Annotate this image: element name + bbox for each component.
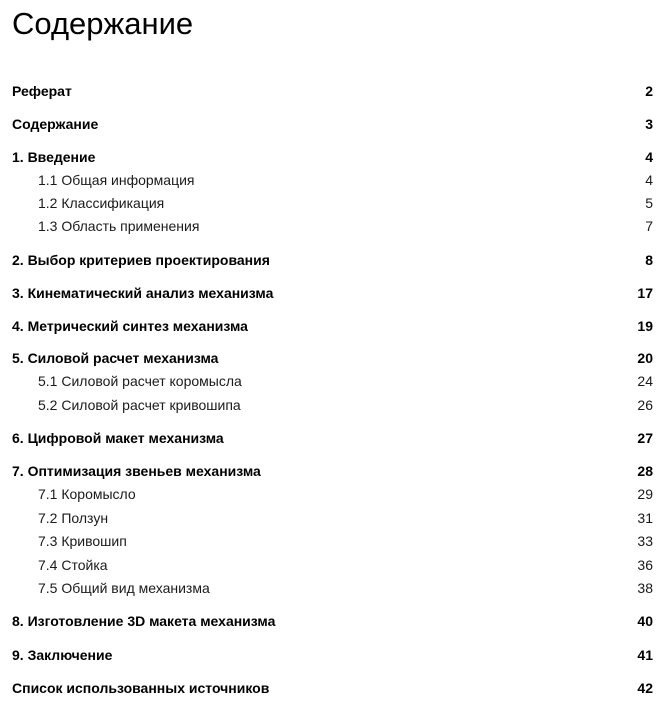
- toc-entry[interactable]: [0, 81, 666, 101]
- toc-subentry[interactable]: [0, 193, 666, 213]
- toc-entry-page: 24: [637, 373, 653, 389]
- toc-entry-page: 17: [637, 285, 653, 301]
- toc-entry-label: 7.3 Кривошип: [38, 533, 127, 549]
- toc-subentry[interactable]: [0, 395, 666, 415]
- toc-subentry[interactable]: [0, 216, 666, 236]
- toc-entry-label: 2. Выбор критериев проектирования: [12, 252, 270, 268]
- toc-entry-label: 3. Кинематический анализ механизма: [12, 285, 274, 301]
- toc-subentry[interactable]: [0, 555, 666, 575]
- toc-entry-label: 5.1 Силовой расчет коромысла: [38, 373, 242, 389]
- toc-entry-page: 36: [637, 557, 653, 573]
- toc-entry-page: 29: [637, 486, 653, 502]
- toc-entry-page: 33: [637, 533, 653, 549]
- toc-entry-page: 41: [637, 647, 653, 663]
- toc-entry-label: 4. Метрический синтез механизма: [12, 318, 248, 334]
- toc-entry-label: 8. Изготовление 3D макета механизма: [12, 613, 276, 629]
- page-title: Содержание: [12, 6, 194, 41]
- toc-entry-page: 38: [637, 580, 653, 596]
- toc-subentry[interactable]: [0, 170, 666, 190]
- toc-entry-label: 7.5 Общий вид механизма: [38, 580, 210, 596]
- toc-entry-page: 26: [637, 397, 653, 413]
- toc-entry-page: 8: [645, 252, 653, 268]
- toc-entry-page: 28: [637, 463, 653, 479]
- toc-entry-label: Реферат: [12, 83, 72, 99]
- toc-entry[interactable]: [0, 250, 666, 270]
- toc-entry-page: 27: [637, 430, 653, 446]
- toc-entry-label: 1. Введение: [12, 149, 96, 165]
- toc-entry[interactable]: [0, 428, 666, 448]
- toc-entry[interactable]: [0, 348, 666, 368]
- toc-entry-page: 19: [637, 318, 653, 334]
- toc-entry-label: 5. Силовой расчет механизма: [12, 350, 219, 366]
- toc-entry-label: 7.1 Коромысло: [38, 486, 136, 502]
- toc-entry-label: 7.4 Стойка: [38, 557, 108, 573]
- toc-subentry[interactable]: [0, 484, 666, 504]
- toc-subentry[interactable]: [0, 578, 666, 598]
- toc-entry-label: Содержание: [12, 116, 99, 132]
- toc-entry-page: 42: [637, 680, 653, 696]
- toc-entry-page: 2: [645, 83, 653, 99]
- toc-entry[interactable]: [0, 645, 666, 665]
- toc-entry-page: 3: [645, 116, 653, 132]
- toc-entry-label: 6. Цифровой макет механизма: [12, 430, 224, 446]
- toc-entry[interactable]: [0, 147, 666, 167]
- toc-entry-page: 4: [645, 172, 653, 188]
- toc-entry-label: 1.3 Область применения: [38, 218, 200, 234]
- toc-entry[interactable]: [0, 316, 666, 336]
- toc-entry-label: 5.2 Силовой расчет кривошипа: [38, 397, 241, 413]
- toc-entry[interactable]: [0, 283, 666, 303]
- toc-entry-page: 20: [637, 350, 653, 366]
- toc-subentry[interactable]: [0, 508, 666, 528]
- toc-entry-page: 7: [645, 218, 653, 234]
- toc-entry[interactable]: [0, 114, 666, 134]
- toc-entry-page: 4: [645, 149, 653, 165]
- toc-entry-label: 7. Оптимизация звеньев механизма: [12, 463, 261, 479]
- toc-entry[interactable]: [0, 611, 666, 631]
- toc-subentry[interactable]: [0, 371, 666, 391]
- toc-entry-page: 40: [637, 613, 653, 629]
- toc-entry-label: 9. Заключение: [12, 647, 113, 663]
- toc-entry-label: 1.2 Классификация: [38, 195, 165, 211]
- toc-entry-label: 7.2 Ползун: [38, 510, 109, 526]
- toc-entry[interactable]: [0, 678, 666, 698]
- toc-entry-page: 5: [645, 195, 653, 211]
- toc-entry-label: Список использованных источников: [12, 680, 270, 696]
- toc-entry[interactable]: [0, 461, 666, 481]
- toc-entry-label: 1.1 Общая информация: [38, 172, 195, 188]
- toc-entry-page: 31: [637, 510, 653, 526]
- toc-subentry[interactable]: [0, 531, 666, 551]
